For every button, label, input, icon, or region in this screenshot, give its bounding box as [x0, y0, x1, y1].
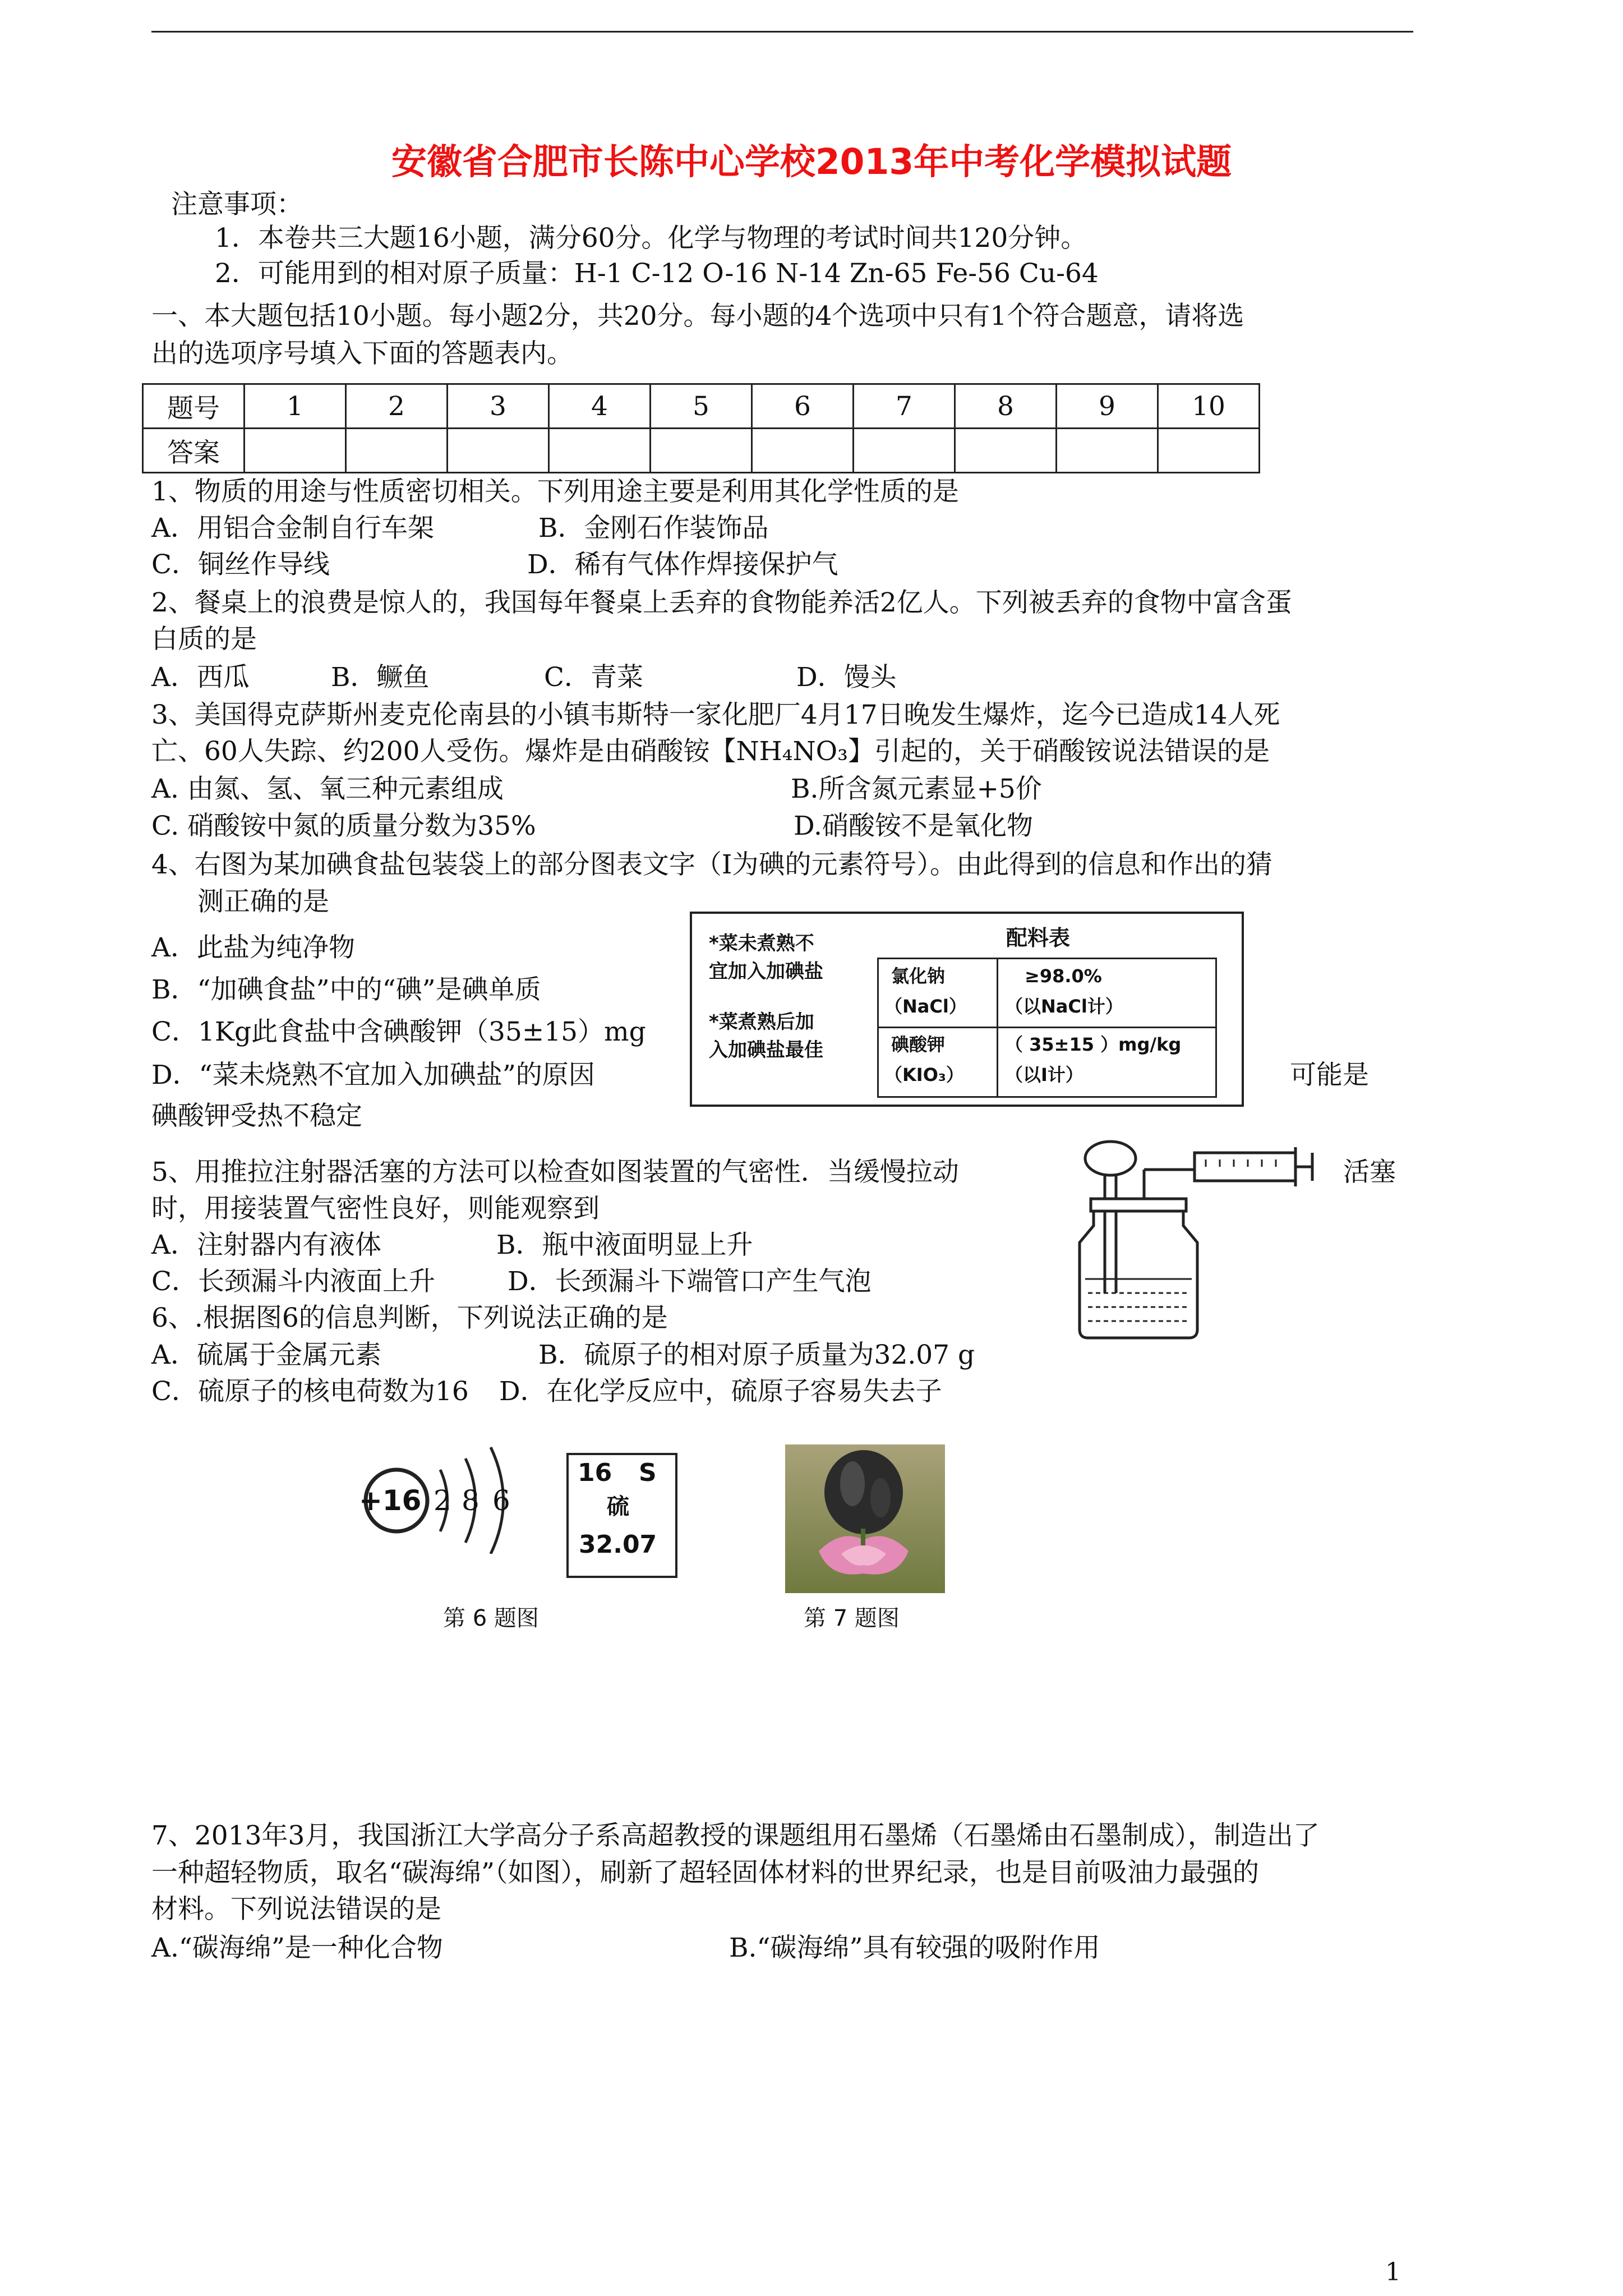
q7-stem-line2: 一种超轻物质，取名“碳海绵”（如图），刷新了超轻固体材料的世界纪录，也是目前吸油力最强的 [151, 1857, 1260, 1888]
notice-heading: 注意事项： [171, 189, 303, 220]
answer-cell[interactable] [1158, 429, 1260, 473]
salt-label-table [877, 958, 1217, 1098]
q6-option-b: B．硫原子的相对原子质量为32.07 g [538, 1340, 975, 1370]
q5-option-d: D．长颈漏斗下端管口产生气泡 [508, 1266, 872, 1297]
salt-label-cell: 碘酸钾 [891, 1034, 946, 1055]
page-title: 安徽省合肥市长陈中心学校2013年中考化学模拟试题 [391, 141, 1232, 182]
salt-label-note-2a: *菜煮熟后加 [709, 1011, 814, 1033]
q2-option-c: C．青菜 [544, 662, 643, 693]
salt-label-cell: ≥98.0% [1025, 965, 1102, 987]
q5-stem-line1a: 5、用推拉注射器活塞的方法可以检查如图装置的气密性．当缓慢拉动 [151, 1157, 959, 1188]
answer-table-number: 3 [448, 384, 549, 429]
q3-option-b: B.所含氮元素显+5价 [791, 774, 1042, 804]
q7-option-a: A.“碳海绵”是一种化合物 [151, 1932, 443, 1963]
q3-option-a: A. 由氮、氢、氧三种元素组成 [151, 774, 504, 804]
answer-cell[interactable] [651, 429, 752, 473]
answer-table-number: 10 [1158, 384, 1260, 429]
answer-cell[interactable] [448, 429, 549, 473]
q6-option-d: D．在化学反应中，硫原子容易失去子 [499, 1376, 942, 1407]
airtightness-apparatus-figure [1066, 1136, 1318, 1349]
q3-option-c: C. 硝酸铵中氮的质量分数为35% [151, 811, 536, 841]
answer-cell[interactable] [346, 429, 448, 473]
answer-table-number: 7 [854, 384, 955, 429]
atom-nucleus-label: +16 [359, 1484, 422, 1517]
answer-cell[interactable] [1057, 429, 1158, 473]
q3-stem-line1: 3、美国得克萨斯州麦克伦南县的小镇韦斯特一家化肥厂4月17日晚发生爆炸，迄今已造成14人死 [151, 700, 1280, 730]
sulfur-element-cell [566, 1453, 677, 1578]
q2-stem-line1: 2、餐桌上的浪费是惊人的，我国每年餐桌上丢弃的食物能养活2亿人。下列被丢弃的食物中富含蛋 [151, 587, 1292, 618]
answer-table [142, 383, 1260, 473]
q6-option-a: A．硫属于金属元素 [151, 1340, 381, 1370]
answer-cell[interactable] [549, 429, 651, 473]
answer-table-label: 答案 [143, 429, 245, 473]
salt-label-cell: （KIO₃） [884, 1064, 964, 1085]
answer-table-number: 1 [245, 384, 346, 429]
salt-label-cell: （以NaCl计） [1005, 996, 1123, 1017]
salt-label-table-title: 配料表 [1006, 926, 1071, 950]
salt-label-figure [690, 912, 1244, 1107]
q2-option-d: D．馒头 [796, 662, 897, 693]
q2-option-a: A．西瓜 [151, 662, 250, 693]
q5-option-b: B．瓶中液面明显上升 [496, 1230, 753, 1260]
salt-label-note-1b: 宜加入加碘盐 [709, 960, 823, 983]
q2-stem-line2: 白质的是 [151, 624, 257, 655]
q4-option-d-tail: 可能是 [1290, 1060, 1369, 1091]
element-symbol: S [639, 1458, 657, 1487]
q4-option-a: A．此盐为纯净物 [151, 932, 355, 963]
q7-option-b: B.“碳海绵”具有较强的吸附作用 [729, 1932, 1100, 1963]
figure-7-caption: 第 7 题图 [804, 1605, 900, 1631]
q1-option-c: C．铜丝作导线 [151, 549, 330, 580]
answer-table-number: 4 [549, 384, 651, 429]
answer-cell[interactable] [752, 429, 854, 473]
salt-label-table-divider [879, 1027, 1215, 1028]
q7-stem-line1: 7、2013年3月，我国浙江大学高分子系高超教授的课题组用石墨烯（石墨烯由石墨制成），制造出了 [151, 1820, 1320, 1851]
atom-shell-count: 6 [492, 1484, 510, 1517]
q6-stem: 6、.根据图6的信息判断，下列说法正确的是 [151, 1303, 668, 1333]
page-number: 1 [1385, 2258, 1401, 2286]
notice-item-1: 1．本卷共三大题16小题，满分60分。化学与物理的考试时间共120分钟。 [215, 223, 1087, 254]
q4-stem-line1: 4、右图为某加碘食盐包装袋上的部分图表文字（I为碘的元素符号）。由此得到的信息和作出的猜 [151, 849, 1272, 880]
q3-option-d: D.硝酸铵不是氧化物 [794, 811, 1033, 841]
q4-option-d-line2: 碘酸钾受热不稳定 [151, 1101, 362, 1131]
carbon-sponge-photo [785, 1444, 945, 1593]
q7-stem-line3: 材料。下列说法错误的是 [151, 1894, 441, 1925]
q5-option-a: A．注射器内有液体 [151, 1230, 381, 1260]
salt-label-cell: （NaCl） [884, 996, 967, 1017]
element-atomic-number: 16 [578, 1458, 612, 1487]
salt-label-cell: （以I计） [1005, 1064, 1083, 1085]
q5-stem-line2: 时，用接装置气密性良好，则能观察到 [151, 1193, 600, 1224]
atom-shell-count: 8 [462, 1484, 479, 1517]
q4-option-b: B．“加碘食盐”中的“碘”是碘单质 [151, 974, 541, 1005]
q5-option-c: C．长颈漏斗内液面上升 [151, 1266, 435, 1297]
salt-label-cell: 氯化钠 [891, 965, 946, 987]
salt-label-cell: （ 35±15 ）mg/kg [1005, 1034, 1182, 1055]
element-name: 硫 [607, 1494, 629, 1520]
q6-option-c: C．硫原子的核电荷数为16 [151, 1376, 469, 1407]
answer-table-number: 8 [955, 384, 1057, 429]
q1-option-a: A．用铝合金制自行车架 [151, 513, 434, 544]
section1-line2: 出的选项序号填入下面的答题表内。 [151, 338, 573, 369]
q1-option-d: D．稀有气体作焊接保护气 [527, 549, 838, 580]
header-rule [151, 31, 1413, 33]
answer-table-number: 6 [752, 384, 854, 429]
answer-cell[interactable] [955, 429, 1057, 473]
answer-cell[interactable] [854, 429, 955, 473]
element-atomic-mass: 32.07 [579, 1530, 657, 1559]
answer-table-number-row [143, 384, 1260, 429]
q5-stem-line1b: 活塞 [1343, 1157, 1396, 1188]
q1-option-b: B．金刚石作装饰品 [538, 513, 769, 544]
answer-table-number: 2 [346, 384, 448, 429]
q2-option-b: B．鳜鱼 [331, 662, 430, 693]
answer-table-label: 题号 [143, 384, 245, 429]
atom-shell-count: 2 [434, 1484, 451, 1517]
section1-line1: 一、本大题包括10小题。每小题2分，共20分。每小题的4个选项中只有1个符合题意，请将选 [151, 301, 1244, 332]
q4-option-c: C．1Kg此食盐中含碘酸钾（35±15）mg [151, 1016, 646, 1047]
answer-table-number: 5 [651, 384, 752, 429]
q3-stem-line2: 亡、60人失踪、约200人受伤。爆炸是由硝酸铵【NH₄NO₃】引起的，关于硝酸铵说法错误的是 [151, 736, 1270, 767]
q1-stem: 1、物质的用途与性质密切相关。下列用途主要是利用其化学性质的是 [151, 476, 959, 507]
notice-item-2: 2．可能用到的相对原子质量：H-1 C-12 O-16 N-14 Zn-65 Fe-56 Cu-64 [215, 258, 1099, 289]
figure-6-caption: 第 6 题图 [443, 1605, 539, 1631]
salt-label-note-1a: *菜未煮熟不 [709, 932, 814, 955]
salt-label-note-2b: 入加碘盐最佳 [709, 1039, 823, 1061]
q4-stem-line2: 测正确的是 [197, 886, 329, 917]
answer-table-number: 9 [1057, 384, 1158, 429]
answer-table-answer-row [143, 429, 1260, 473]
answer-cell[interactable] [245, 429, 346, 473]
q4-option-d: D．“菜未烧熟不宜加入加碘盐”的原因 [151, 1060, 595, 1091]
